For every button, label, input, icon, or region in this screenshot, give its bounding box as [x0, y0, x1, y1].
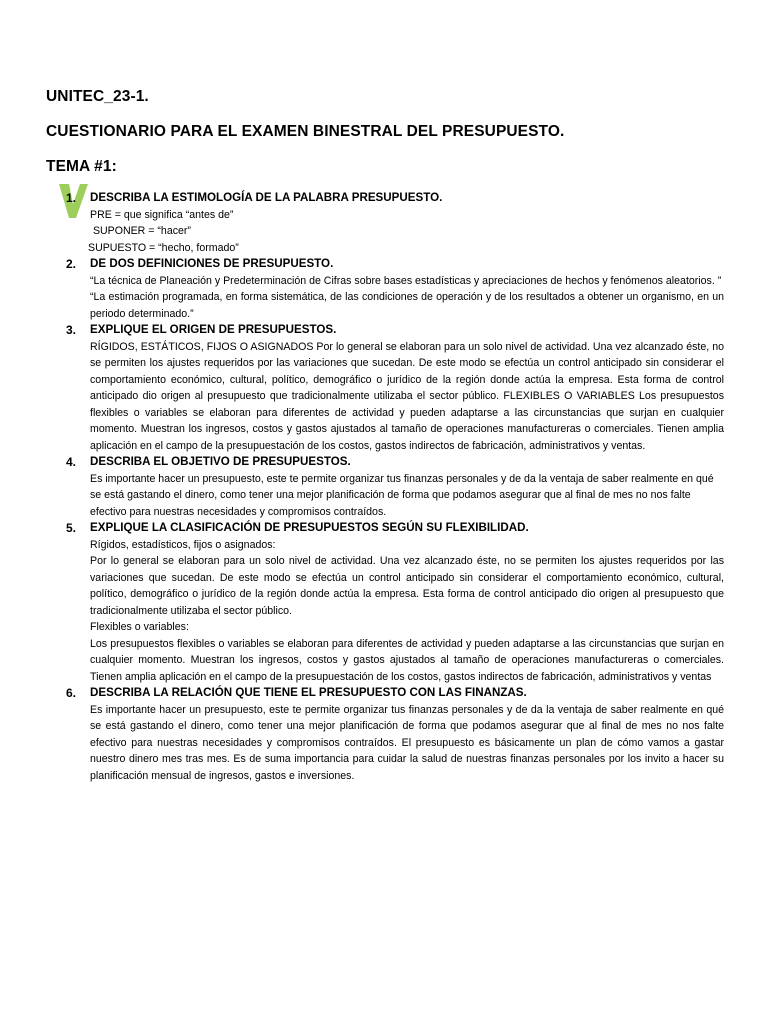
question-4 [66, 454, 724, 520]
question-3 [66, 322, 724, 454]
question-6 [66, 685, 724, 784]
question-1 [66, 190, 724, 256]
answer-paragraph: “La técnica de Planeación y Predeterminación de Cifras sobre bases estadísticas y apreciaciones de hechos y fenómenos aleatorios. ” [90, 274, 722, 287]
question-title: EXPLIQUE LA CLASIFICACIÓN DE PRESUPUESTOS SEGÚN SU FLEXIBILIDAD. [90, 521, 529, 534]
topic-heading: TEMA #1: [46, 158, 117, 175]
answer-paragraph: Los presupuestos flexibles o variables se elaboran para diferentes de actividad y pueden adaptarse a las circunstancias que surjan en cualquier momento. Muestran los ingresos, costos y gastos ajustados al tamaño de operaciones manufactureras o comerciales. Tienen amplia aplicación en el campo de la presupuestación de los costos, gastos indirectos de fabricación, administrativos y ventas [90, 637, 724, 683]
question-title: DE DOS DEFINICIONES DE PRESUPUESTO. [90, 257, 334, 270]
answer-paragraph: “La estimación programada, en forma sistemática, de las condiciones de operación y de los resultados a obtener un organismo, en un periodo determinado.” [90, 291, 724, 320]
question-title: DESCRIBA LA ESTIMOLOGÍA DE LA PALABRA PRESUPUESTO. [90, 191, 443, 204]
question-number: 4. [66, 455, 77, 469]
answer-paragraph: Es importante hacer un presupuesto, este te permite organizar tus finanzas personales y de da la ventaja de saber realmente en qué se está gastando el dinero, como tener una mejor planificación de forma que podamos asegurar que al final de mes no nos falte efectivo para nuestras necesidades y compromisos contraídos. [90, 472, 714, 518]
answer-line: SUPUESTO = “hecho, formado” [88, 241, 239, 254]
question-number: 1. [66, 191, 77, 205]
question-number: 2. [66, 257, 77, 271]
question-title: EXPLIQUE EL ORIGEN DE PRESUPUESTOS. [90, 323, 337, 336]
answer-paragraph: Por lo general se elaboran para un solo nivel de actividad. Una vez alcanzado éste, no se permiten los ajustes requeridos por las variaciones que sucedan. De este modo se efectúa un control anticipado sin considerar el comportamiento económico, cultural, político, demográfico o jurídico de la región donde actúa la empresa. Esta forma de control anticipado dio origen al presupuesto que tradicionalmente utilizaba el sector público. [90, 555, 724, 617]
question-title: DESCRIBA LA RELACIÓN QUE TIENE EL PRESUPUESTO CON LAS FINANZAS. [90, 686, 527, 699]
question-number: 6. [66, 686, 77, 700]
answer-subheading: Flexibles o variables: [90, 621, 189, 633]
question-title: DESCRIBA EL OBJETIVO DE PRESUPUESTOS. [90, 455, 351, 468]
document-title: CUESTIONARIO PARA EL EXAMEN BINESTRAL DEL PRESUPUESTO. [46, 123, 565, 140]
document-code: UNITEC_23-1. [46, 88, 149, 105]
answer-line: SUPONER = “hacer” [90, 225, 191, 237]
answer-subheading: Rígidos, estadísticos, fijos o asignados: [90, 538, 276, 551]
question-2 [66, 256, 724, 322]
questionnaire [66, 190, 724, 784]
answer-paragraph: RÍGIDOS, ESTÁTICOS, FIJOS O ASIGNADOS Por lo general se elaboran para un solo nivel de actividad. Una vez alcanzado éste, no se permiten los ajustes requeridos por las variaciones que sucedan. De este modo se efectúa un control anticipado sin considerar el comportamiento económico, cultural, político, demográfico o jurídico de la región donde actúa la empresa. Esta forma de control anticipado dio origen al presupuesto que tradicionalmente utilizaba el sector público. FLEXIBLES O VARIABLES Los presupuestos flexibles o variables se elaboran para diferentes de actividad y pueden adaptarse a las circunstancias que surjan en cualquier momento. Muestran los ingresos, costos y gastos ajustados al tamaño de operaciones manufactureras o comerciales. Tienen amplia aplicación en el campo de la presupuestación de los costos, gastos indirectos de fabricación, administrativos y ventas. [90, 340, 724, 452]
answer-paragraph: Es importante hacer un presupuesto, este te permite organizar tus finanzas personales y de da la ventaja de saber realmente en qué se está gastando el dinero, como tener una mejor planificación de forma que podamos asegurar que al final de mes no nos falte efectivo para nuestras necesidades y compromisos contraídos. El presupuesto es básicamente un plan de cómo vamos a gastar nuestro dinero mes tras mes. Es de suma importancia para cuidar la salud de nuestras finanzas personales por los invito a hacer su planificación mensual de ingresos, gastos e inversiones. [90, 703, 724, 782]
answer-line: PRE = que significa “antes de” [90, 208, 234, 221]
question-number: 5. [66, 521, 77, 535]
question-number: 3. [66, 323, 77, 337]
question-5 [66, 520, 724, 685]
